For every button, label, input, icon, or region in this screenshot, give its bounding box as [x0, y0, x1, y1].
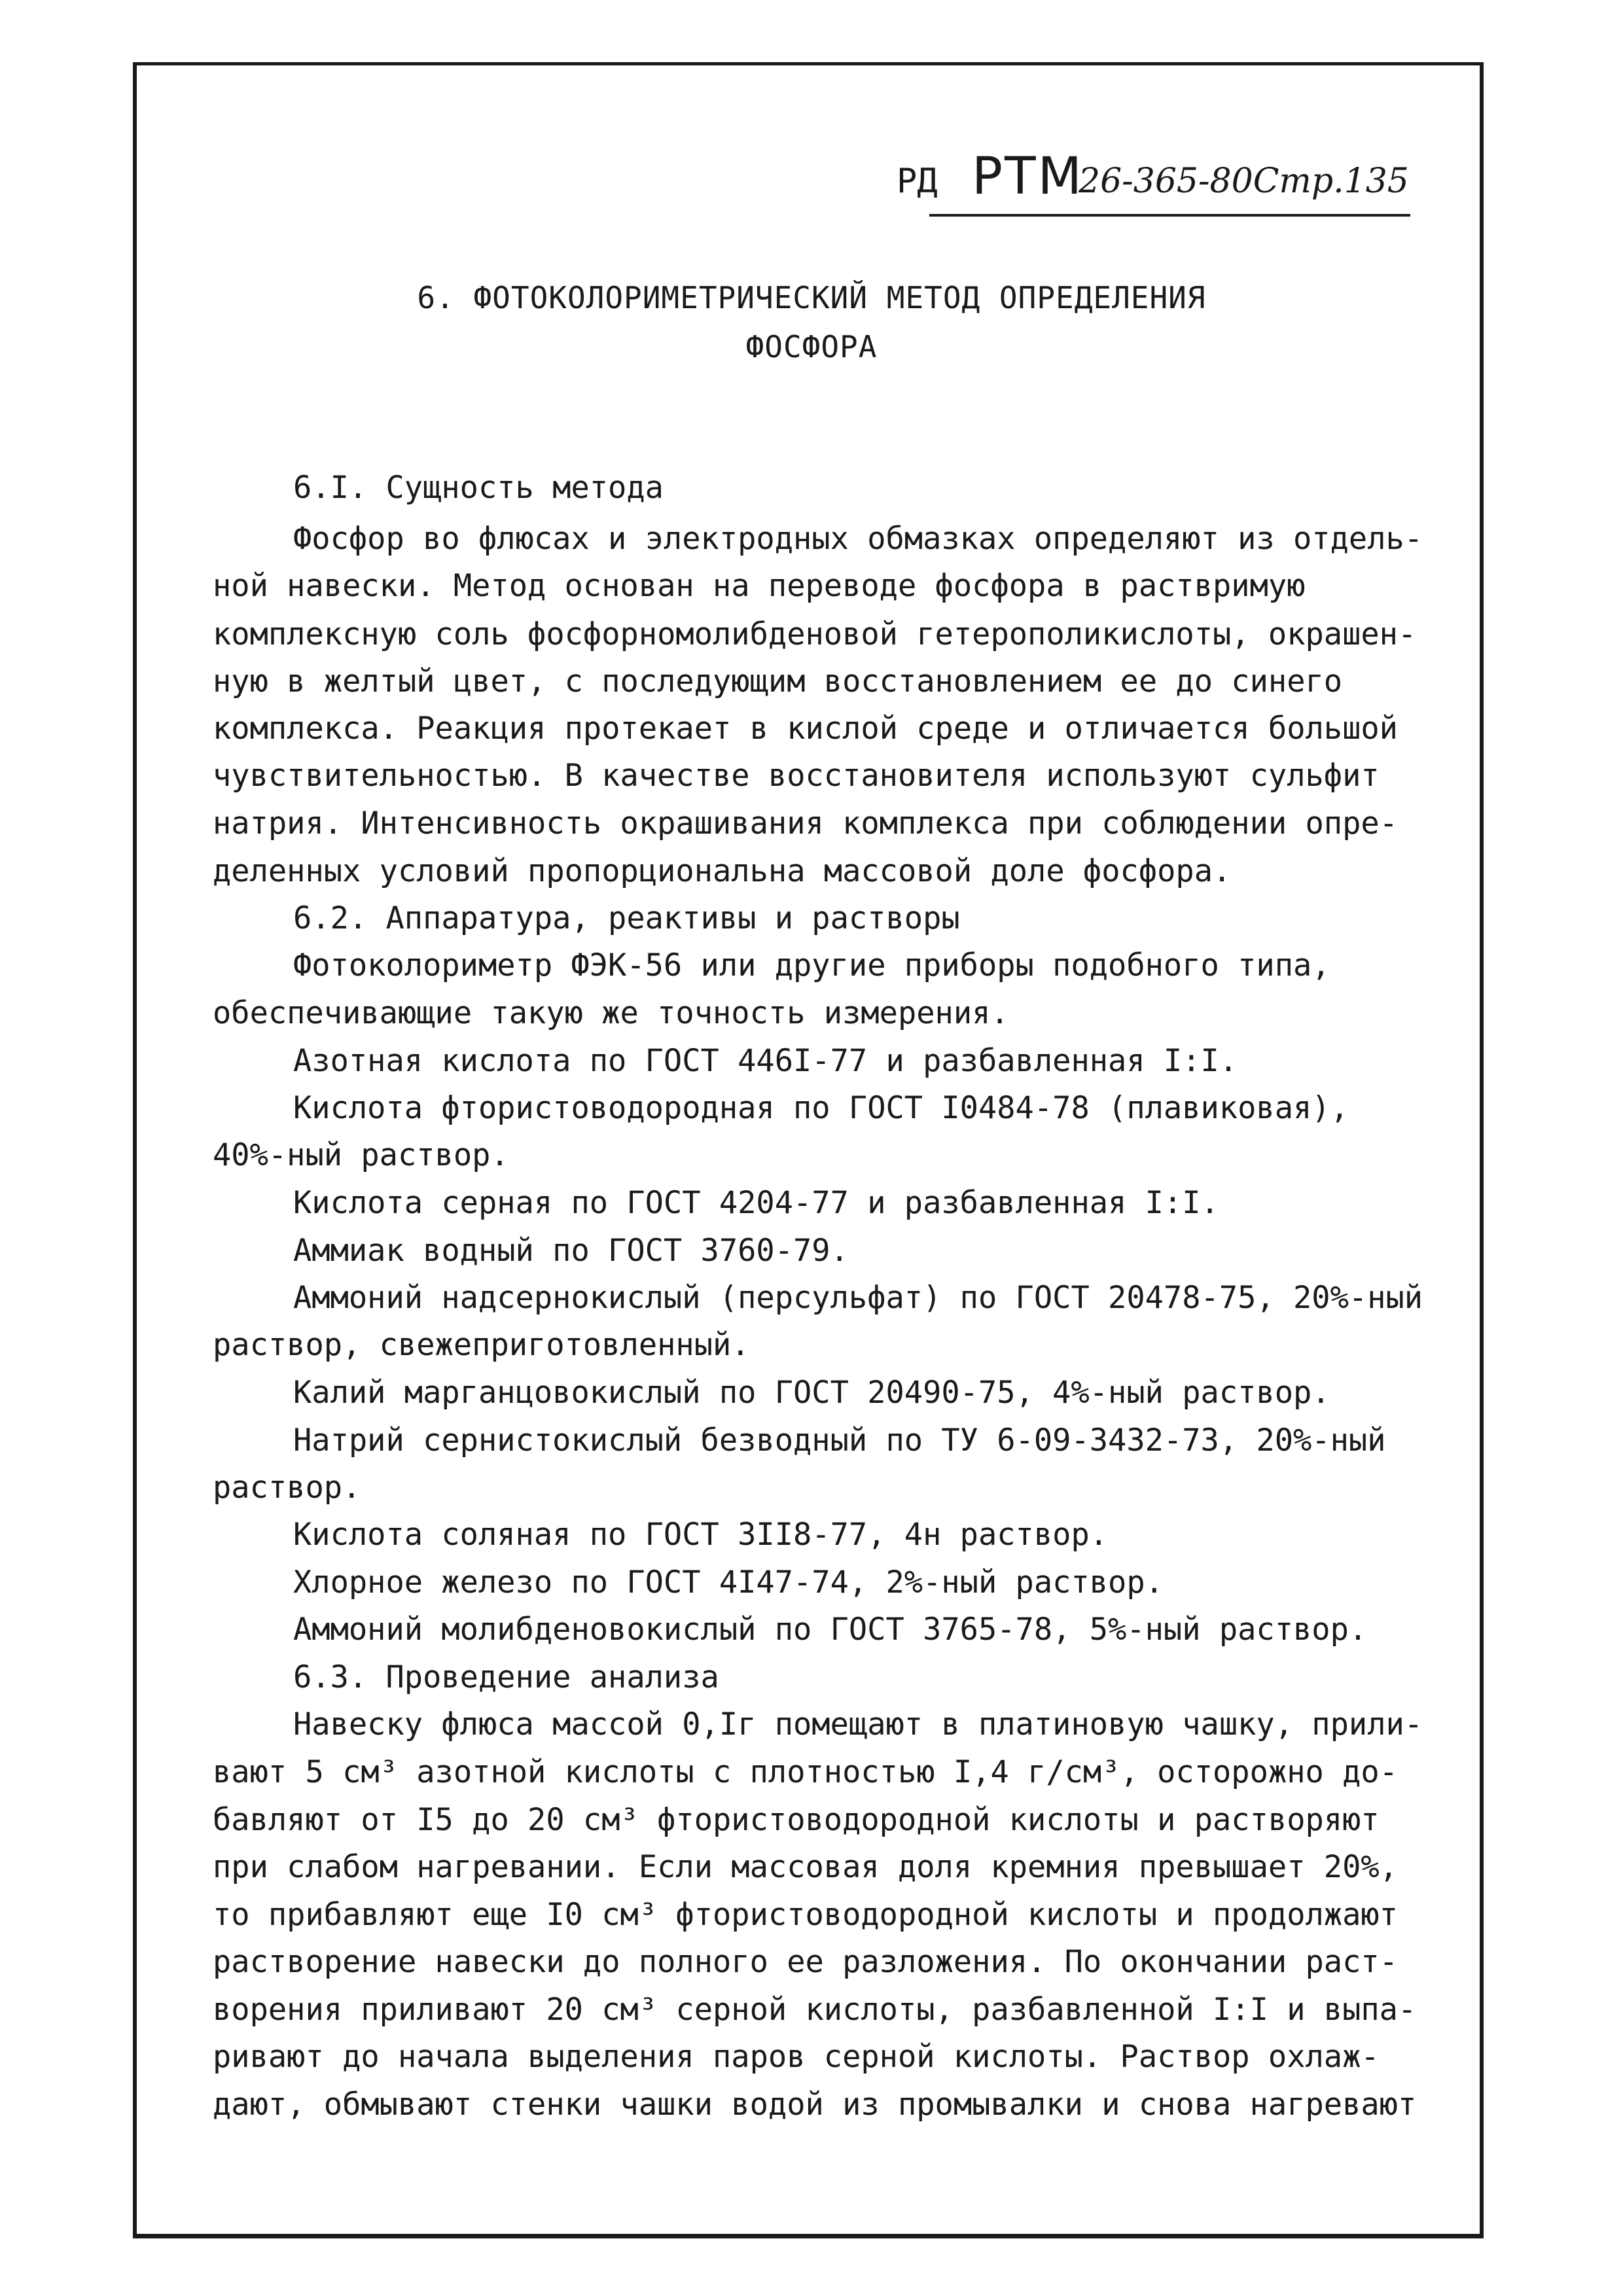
paragraph-line: Натрий сернистокислый безводный по ТУ 6-09-3432-73, 20%-ный: [293, 1422, 1386, 1458]
paragraph-line: то прибавляют еще I0 см³ фтористоводородной кислоты и продолжают: [213, 1897, 1398, 1933]
paragraph-line: ной навески. Метод основан на переводе фосфора в раствримую: [213, 568, 1306, 604]
paragraph-line: растворение навески до полного ее разложения. По окончании раст-: [213, 1944, 1398, 1980]
paragraph-line: Хлорное железо по ГОСТ 4I47-74, 2%-ный раствор.: [293, 1564, 1164, 1600]
paragraph-line: ривают до начала выделения паров серной кислоты. Раствор охлаж-: [213, 2039, 1380, 2075]
paragraph-line: раствор, свежеприготовленный.: [213, 1327, 750, 1363]
header-page-number: 26-365-80Стр.135: [1079, 162, 1409, 201]
paragraph-line: комплекса. Реакция протекает в кислой среде и отличается большой: [213, 711, 1398, 747]
section-title-continued: ФОСФОРА: [745, 329, 878, 364]
paragraph-line: Аммоний надсернокислый (персульфат) по ГОСТ 20478-75, 20%-ный: [293, 1280, 1423, 1316]
paragraph-line: раствор.: [213, 1470, 361, 1506]
paragraph-line: ную в желтый цвет, с последующим восстановлением ее до синего: [213, 663, 1343, 699]
section-title: 6. ФОТОКОЛОРИМЕТРИЧЕСКИЙ МЕТОД ОПРЕДЕЛЕНИЯ: [417, 280, 1206, 315]
paragraph-line: Фосфор во флюсах и электродных обмазках определяют из отдель-: [293, 521, 1423, 557]
subsection-heading: 6.I. Сущность метода: [293, 470, 664, 506]
paragraph-line: дают, обмывают стенки чашки водой из промывалки и снова нагревают: [213, 2087, 1417, 2123]
paragraph-line: Кислота серная по ГОСТ 4204-77 и разбавленная I:I.: [293, 1185, 1219, 1221]
document-header: [897, 147, 1420, 219]
subsection-heading: 6.2. Аппаратура, реактивы и растворы: [293, 900, 960, 936]
paragraph-line: Фотоколориметр ФЭК-56 или другие приборы подобного типа,: [293, 947, 1330, 983]
paragraph-line: Кислота фтористоводородная по ГОСТ I0484-78 (плавиковая),: [293, 1090, 1349, 1126]
paragraph-line: вают 5 см³ азотной кислоты с плотностью I,4 г/см³, осторожно до-: [213, 1754, 1398, 1790]
header-rtm: РТМ: [972, 147, 1084, 206]
header-underline: [929, 214, 1410, 217]
paragraph-line: ворения приливают 20 см³ серной кислоты, разбавленной I:I и выпа-: [213, 1992, 1417, 2028]
paragraph-line: деленных условий пропорциональна массовой доле фосфора.: [213, 853, 1232, 889]
header-rd: РД: [897, 162, 938, 201]
paragraph-line: 40%-ный раствор.: [213, 1137, 509, 1173]
paragraph-line: чувствительностью. В качестве восстановителя используют сульфит: [213, 758, 1380, 794]
paragraph-line: комплексную соль фосфорномолибденовой гетерополикислоты, окрашен-: [213, 616, 1417, 652]
subsection-heading: 6.3. Проведение анализа: [293, 1659, 719, 1695]
paragraph-line: Кислота соляная по ГОСТ 3II8-77, 4н раствор.: [293, 1517, 1109, 1553]
paragraph-line: Аммиак водный по ГОСТ 3760-79.: [293, 1233, 849, 1269]
paragraph-line: натрия. Интенсивность окрашивания комплекса при соблюдении опре-: [213, 805, 1398, 841]
paragraph-line: обеспечивающие такую же точность измерения.: [213, 995, 1009, 1031]
paragraph-line: бавляют от I5 до 20 см³ фтористоводородной кислоты и растворяют: [213, 1802, 1380, 1838]
paragraph-line: Аммоний молибденовокислый по ГОСТ 3765-78, 5%-ный раствор.: [293, 1612, 1368, 1648]
paragraph-line: при слабом нагревании. Если массовая доля кремния превышает 20%,: [213, 1849, 1398, 1885]
paragraph-line: Калий марганцовокислый по ГОСТ 20490-75, 4%-ный раствор.: [293, 1375, 1330, 1411]
paragraph-line: Азотная кислота по ГОСТ 446I-77 и разбавленная I:I.: [293, 1043, 1238, 1079]
paragraph-line: Навеску флюса массой 0,Iг помещают в платиновую чашку, прили-: [293, 1706, 1423, 1742]
